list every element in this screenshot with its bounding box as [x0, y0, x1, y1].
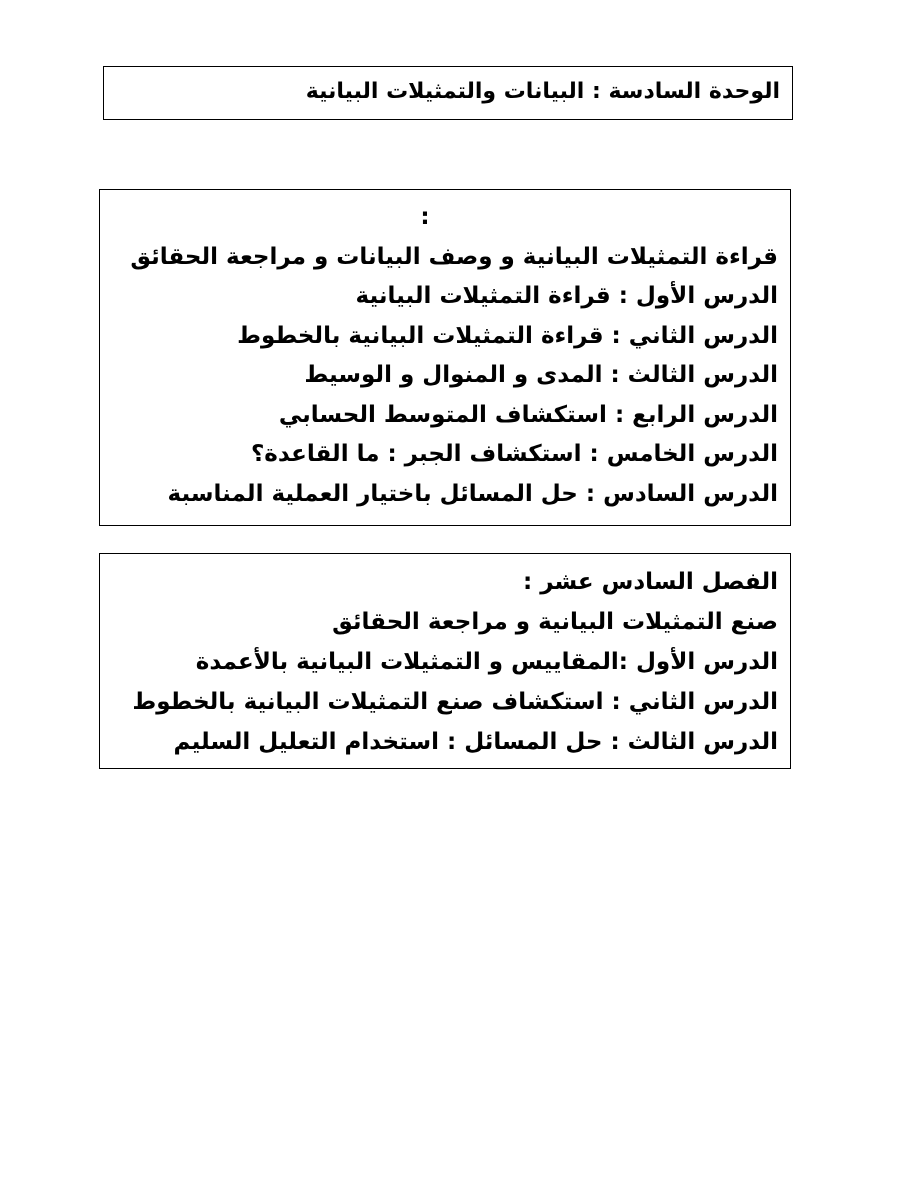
- unit-title: الوحدة السادسة : البيانات والتمثيلات البيانية: [305, 79, 780, 104]
- chapter-16-lesson-2: الدرس الثاني : استكشاف صنع التمثيلات البيانية بالخطوط: [132, 689, 778, 715]
- chapter-15-heading: :: [420, 204, 430, 230]
- chapter-16-heading: الفصل السادس عشر :: [522, 569, 778, 595]
- chapter-15-lesson-2: الدرس الثاني : قراءة التمثيلات البيانية بالخطوط: [237, 322, 778, 349]
- chapter-16-lesson-3: الدرس الثالث : حل المسائل : استخدام التعليل السليم: [173, 729, 778, 755]
- chapter-15-lesson-1: الدرس الأول : قراءة التمثيلات البيانية: [355, 283, 778, 309]
- chapter-16-box: [99, 553, 791, 769]
- chapter-15-lesson-4: الدرس الرابع : استكشاف المتوسط الحسابي: [278, 401, 778, 428]
- chapter-15-lesson-3: الدرس الثالث : المدى و المنوال و الوسيط: [304, 362, 778, 388]
- chapter-16-lesson-1: الدرس الأول :المقاييس و التمثيلات البيانية بالأعمدة: [195, 649, 778, 675]
- chapter-15-subtitle: قراءة التمثيلات البيانية و وصف البيانات و مراجعة الحقائق: [130, 243, 778, 270]
- chapter-16-subtitle: صنع التمثيلات البيانية و مراجعة الحقائق: [332, 609, 778, 635]
- chapter-15-lesson-6: الدرس السادس : حل المسائل باختيار العملية المناسبة: [167, 480, 778, 507]
- chapter-15-box: [99, 189, 791, 526]
- chapter-15-lesson-5: الدرس الخامس : استكشاف الجبر : ما القاعدة؟: [250, 441, 778, 467]
- unit-title-box: [103, 66, 793, 120]
